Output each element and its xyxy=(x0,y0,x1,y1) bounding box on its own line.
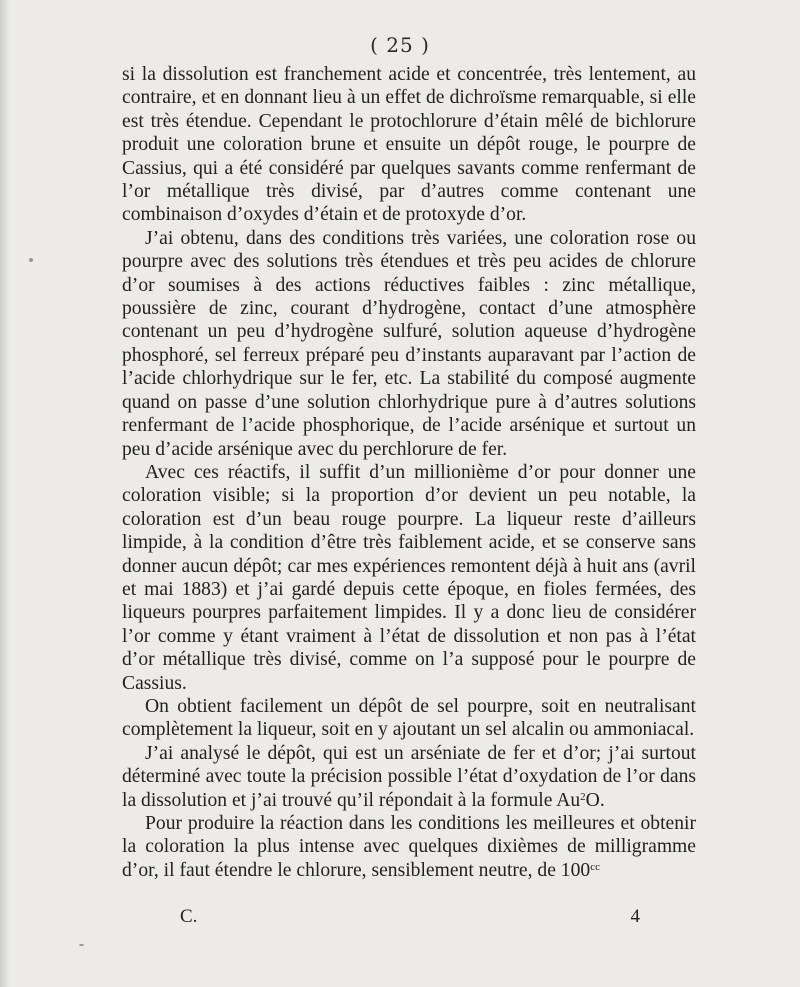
paragraph-5 xyxy=(122,742,696,812)
paragraph-5-text: J’ai analysé le dépôt, qui est un arséniate de fer et d’or; j’ai surtout déterminé avec toute la précision possible l’état d’oxydation de l’or dans la dissolution et j’ai trouvé qu’il répondait à la formule Au xyxy=(122,742,696,811)
paragraph-3: Avec ces réactifs, il suffit d’un millionième d’or pour donner une coloration visible; si la proportion d’or devient un peu notable, la coloration est d’un beau rouge pourpre. La liqueur reste d’ailleurs limpide, à la condition d’être très faiblement acide, et se conserve sans donner aucun dépôt; car mes expériences remontent déjà à huit ans (avril et mai 1883) et j’ai gardé depuis cette époque, en fioles fermées, des liqueurs pourpres parfaitement limpides. Il y a donc lieu de considérer l’or comme y étant vraiment à l’état de dissolution et non pas à l’état d’or métallique très divisé, comme on l’a supposé pour le pourpre de Cassius. xyxy=(122,461,696,694)
signature-number: 4 xyxy=(630,906,640,927)
page-edge-shadow xyxy=(0,0,10,987)
paragraph-6 xyxy=(122,812,696,882)
page-number: ( 25 ) xyxy=(370,33,430,57)
paragraph-6-text: Pour produire la réaction dans les conditions les meilleures et obtenir la coloration la plus intense avec quelques dixièmes de milligramme d’or, il faut étendre le chlorure, sensiblement neutre, de 100 xyxy=(122,813,696,881)
paragraph-1: si la dissolution est franchement acide et concentrée, très lentement, au contraire, et en donnant lieu à un effet de dichroïsme remarquable, si elle est très étendue. Cependant le protochlorure d’étain mêlé de bichlorure produit une coloration brune et ensuite un dépôt rouge, le pourpre de Cassius, qui a été considéré par quelques savants comme renfermant de l’or métallique très divisé, par d’autres comme contenant une combinaison d’oxydes d’étain et de protoxyde d’or. xyxy=(122,64,696,226)
paragraph-2: J’ai obtenu, dans des conditions très variées, une coloration rose ou pourpre avec des solutions très étendues et très peu acides de chlorure d’or soumises à des actions réductives faibles : zinc métallique, poussière de zinc, courant d’hydrogène, contact d’une atmosphère contenant un peu d’hydrogène sulfuré, solution aqueuse d’hydrogène phosphoré, sel ferreux préparé peu d’instants auparavant par l’action de l’acide chlorhydrique sur le fer, etc. La stabilité du composé augmente quand on passe d’une solution chlorhydrique pure à d’autres solutions renfermant de l’acide phosphorique, de l’acide arsénique et surtout un peu d’acide arsénique avec du perchlorure de fer. xyxy=(122,227,696,460)
paragraph-5-tail: O. xyxy=(585,789,605,811)
paragraph-4: On obtient facilement un dépôt de sel pourpre, soit en neutralisant complètement la liqueur, soit en y ajoutant un sel alcalin ou ammoniacal. xyxy=(122,695,696,741)
paper-speck xyxy=(79,944,84,946)
unit-superscript: cc xyxy=(590,860,600,873)
page-body xyxy=(122,63,696,882)
signature-mark: C. xyxy=(180,906,198,927)
paper-speck xyxy=(29,258,33,262)
formula-superscript: 2 xyxy=(580,790,586,803)
